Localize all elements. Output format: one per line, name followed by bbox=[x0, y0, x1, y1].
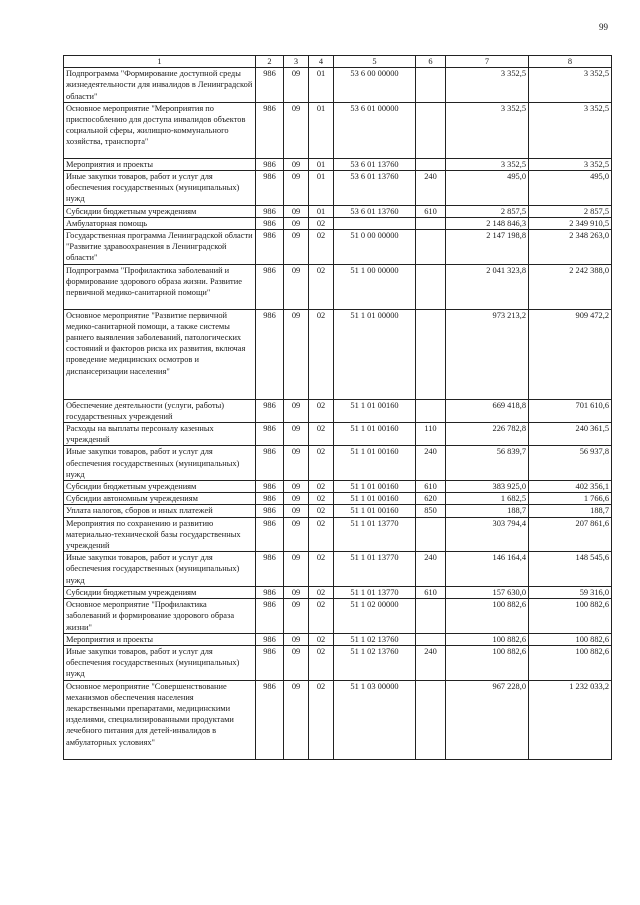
cell-amount-col8: 2 348 263,0 bbox=[529, 230, 612, 265]
table-row bbox=[64, 399, 612, 422]
cell-expense-type: 240 bbox=[416, 645, 446, 680]
cell-section: 09 bbox=[284, 158, 309, 170]
cell-amount-col8: 59 316,0 bbox=[529, 586, 612, 598]
cell-expense-type: 620 bbox=[416, 493, 446, 505]
cell-expense-type: 240 bbox=[416, 171, 446, 206]
table-row bbox=[64, 68, 612, 103]
cell-target-article: 51 1 03 00000 bbox=[334, 680, 416, 759]
cell-amount-col7: 100 882,6 bbox=[446, 633, 529, 645]
cell-subsection: 02 bbox=[309, 217, 334, 229]
cell-admin: 986 bbox=[256, 586, 284, 598]
cell-section: 09 bbox=[284, 517, 309, 552]
cell-expense-type: 110 bbox=[416, 423, 446, 446]
cell-admin: 986 bbox=[256, 680, 284, 759]
cell-name: Субсидии автономным учреждениям bbox=[64, 493, 256, 505]
cell-admin: 986 bbox=[256, 171, 284, 206]
cell-expense-type: 240 bbox=[416, 446, 446, 481]
cell-section: 09 bbox=[284, 423, 309, 446]
cell-target-article: 51 1 01 00000 bbox=[334, 309, 416, 399]
cell-subsection: 02 bbox=[309, 586, 334, 598]
cell-section: 09 bbox=[284, 481, 309, 493]
column-header: 3 bbox=[284, 56, 309, 68]
cell-section: 09 bbox=[284, 505, 309, 517]
table-row bbox=[64, 205, 612, 217]
cell-subsection: 02 bbox=[309, 493, 334, 505]
table-row bbox=[64, 680, 612, 759]
cell-name: Обеспечение деятельности (услуги, работы) государственных учреждений bbox=[64, 399, 256, 422]
table-row bbox=[64, 481, 612, 493]
cell-admin: 986 bbox=[256, 309, 284, 399]
cell-name: Иные закупки товаров, работ и услуг для обеспечения государственных (муниципальных) нужд bbox=[64, 171, 256, 206]
cell-amount-col8: 148 545,6 bbox=[529, 552, 612, 587]
column-header: 4 bbox=[309, 56, 334, 68]
cell-amount-col8: 100 882,6 bbox=[529, 599, 612, 634]
table-row bbox=[64, 517, 612, 552]
table-row bbox=[64, 493, 612, 505]
cell-name: Субсидии бюджетным учреждениям bbox=[64, 481, 256, 493]
column-header: 7 bbox=[446, 56, 529, 68]
cell-expense-type bbox=[416, 399, 446, 422]
cell-amount-col7: 2 147 198,8 bbox=[446, 230, 529, 265]
table-row bbox=[64, 230, 612, 265]
cell-name: Государственная программа Ленинградской области "Развитие здравоохранения в Ленинградской области" bbox=[64, 230, 256, 265]
cell-subsection: 02 bbox=[309, 505, 334, 517]
cell-name: Основное мероприятие "Профилактика заболеваний и формирование здорового образа жизни" bbox=[64, 599, 256, 634]
cell-name: Расходы на выплаты персоналу казенных учреждений bbox=[64, 423, 256, 446]
cell-name: Уплата налогов, сборов и иных платежей bbox=[64, 505, 256, 517]
cell-admin: 986 bbox=[256, 552, 284, 587]
table-header-row bbox=[64, 56, 612, 68]
cell-expense-type bbox=[416, 517, 446, 552]
cell-amount-col7: 3 352,5 bbox=[446, 102, 529, 158]
cell-admin: 986 bbox=[256, 68, 284, 103]
cell-amount-col7: 495,0 bbox=[446, 171, 529, 206]
cell-expense-type: 610 bbox=[416, 481, 446, 493]
cell-subsection: 02 bbox=[309, 423, 334, 446]
table-row bbox=[64, 309, 612, 399]
cell-subsection: 02 bbox=[309, 446, 334, 481]
cell-amount-col7: 100 882,6 bbox=[446, 645, 529, 680]
cell-name: Иные закупки товаров, работ и услуг для обеспечения государственных (муниципальных) нужд bbox=[64, 446, 256, 481]
cell-target-article: 53 6 01 13760 bbox=[334, 171, 416, 206]
cell-name: Основное мероприятие "Совершенствование механизмов обеспечения населения лекарственными препаратами, медицинскими изделиями, специализированными продуктами лечебного питания для детей-инвалидов в амбулаторных условиях" bbox=[64, 680, 256, 759]
cell-name: Субсидии бюджетным учреждениям bbox=[64, 205, 256, 217]
cell-amount-col7: 146 164,4 bbox=[446, 552, 529, 587]
cell-subsection: 01 bbox=[309, 158, 334, 170]
cell-target-article: 53 6 01 13760 bbox=[334, 205, 416, 217]
table-row bbox=[64, 446, 612, 481]
cell-section: 09 bbox=[284, 309, 309, 399]
cell-subsection: 01 bbox=[309, 102, 334, 158]
cell-admin: 986 bbox=[256, 423, 284, 446]
cell-target-article: 51 1 00 00000 bbox=[334, 264, 416, 309]
cell-target-article: 51 1 01 13770 bbox=[334, 552, 416, 587]
cell-amount-col7: 3 352,5 bbox=[446, 68, 529, 103]
cell-amount-col8: 100 882,6 bbox=[529, 645, 612, 680]
cell-amount-col8: 2 349 910,5 bbox=[529, 217, 612, 229]
table-row bbox=[64, 505, 612, 517]
cell-subsection: 02 bbox=[309, 264, 334, 309]
cell-target-article: 51 1 02 13760 bbox=[334, 633, 416, 645]
cell-name: Мероприятия и проекты bbox=[64, 633, 256, 645]
cell-amount-col7: 3 352,5 bbox=[446, 158, 529, 170]
cell-amount-col8: 909 472,2 bbox=[529, 309, 612, 399]
cell-admin: 986 bbox=[256, 399, 284, 422]
cell-target-article: 51 1 01 00160 bbox=[334, 399, 416, 422]
cell-section: 09 bbox=[284, 586, 309, 598]
cell-amount-col8: 2 242 388,0 bbox=[529, 264, 612, 309]
cell-section: 09 bbox=[284, 230, 309, 265]
cell-section: 09 bbox=[284, 399, 309, 422]
cell-name: Подпрограмма "Формирование доступной среды жизнедеятельности для инвалидов в Ленинградской области" bbox=[64, 68, 256, 103]
cell-subsection: 02 bbox=[309, 309, 334, 399]
cell-expense-type bbox=[416, 158, 446, 170]
cell-amount-col8: 207 861,6 bbox=[529, 517, 612, 552]
cell-amount-col7: 2 857,5 bbox=[446, 205, 529, 217]
cell-admin: 986 bbox=[256, 264, 284, 309]
cell-admin: 986 bbox=[256, 517, 284, 552]
cell-subsection: 02 bbox=[309, 399, 334, 422]
column-header: 6 bbox=[416, 56, 446, 68]
cell-target-article: 51 1 01 00160 bbox=[334, 493, 416, 505]
cell-amount-col7: 188,7 bbox=[446, 505, 529, 517]
cell-expense-type: 850 bbox=[416, 505, 446, 517]
cell-expense-type bbox=[416, 309, 446, 399]
cell-admin: 986 bbox=[256, 446, 284, 481]
cell-target-article: 53 6 01 13760 bbox=[334, 158, 416, 170]
cell-amount-col7: 669 418,8 bbox=[446, 399, 529, 422]
cell-name: Иные закупки товаров, работ и услуг для обеспечения государственных (муниципальных) нужд bbox=[64, 552, 256, 587]
cell-name: Мероприятия и проекты bbox=[64, 158, 256, 170]
table-row bbox=[64, 552, 612, 587]
cell-amount-col7: 157 630,0 bbox=[446, 586, 529, 598]
cell-section: 09 bbox=[284, 102, 309, 158]
cell-subsection: 01 bbox=[309, 205, 334, 217]
cell-expense-type bbox=[416, 230, 446, 265]
cell-section: 09 bbox=[284, 552, 309, 587]
cell-amount-col8: 3 352,5 bbox=[529, 102, 612, 158]
cell-section: 09 bbox=[284, 645, 309, 680]
table-row bbox=[64, 158, 612, 170]
cell-expense-type bbox=[416, 680, 446, 759]
cell-admin: 986 bbox=[256, 205, 284, 217]
cell-admin: 986 bbox=[256, 645, 284, 680]
cell-subsection: 01 bbox=[309, 171, 334, 206]
cell-subsection: 02 bbox=[309, 517, 334, 552]
cell-section: 09 bbox=[284, 264, 309, 309]
cell-amount-col8: 100 882,6 bbox=[529, 633, 612, 645]
cell-section: 09 bbox=[284, 599, 309, 634]
cell-name: Амбулаторная помощь bbox=[64, 217, 256, 229]
cell-target-article: 51 1 01 13770 bbox=[334, 517, 416, 552]
cell-subsection: 02 bbox=[309, 680, 334, 759]
column-header: 5 bbox=[334, 56, 416, 68]
cell-expense-type bbox=[416, 217, 446, 229]
cell-admin: 986 bbox=[256, 102, 284, 158]
cell-subsection: 02 bbox=[309, 633, 334, 645]
cell-amount-col8: 3 352,5 bbox=[529, 68, 612, 103]
cell-admin: 986 bbox=[256, 217, 284, 229]
cell-amount-col8: 2 857,5 bbox=[529, 205, 612, 217]
cell-section: 09 bbox=[284, 680, 309, 759]
cell-amount-col7: 973 213,2 bbox=[446, 309, 529, 399]
cell-admin: 986 bbox=[256, 481, 284, 493]
cell-amount-col8: 1 232 033,2 bbox=[529, 680, 612, 759]
cell-amount-col7: 967 228,0 bbox=[446, 680, 529, 759]
cell-target-article: 51 1 02 00000 bbox=[334, 599, 416, 634]
cell-target-article: 51 1 01 00160 bbox=[334, 423, 416, 446]
cell-amount-col8: 188,7 bbox=[529, 505, 612, 517]
cell-target-article: 53 6 00 00000 bbox=[334, 68, 416, 103]
table-row bbox=[64, 586, 612, 598]
table-row bbox=[64, 102, 612, 158]
cell-amount-col7: 383 925,0 bbox=[446, 481, 529, 493]
column-header: 2 bbox=[256, 56, 284, 68]
cell-subsection: 02 bbox=[309, 552, 334, 587]
table-row bbox=[64, 264, 612, 309]
cell-subsection: 01 bbox=[309, 68, 334, 103]
cell-expense-type bbox=[416, 599, 446, 634]
cell-expense-type bbox=[416, 102, 446, 158]
cell-section: 09 bbox=[284, 493, 309, 505]
table-row bbox=[64, 633, 612, 645]
cell-target-article: 51 1 01 00160 bbox=[334, 446, 416, 481]
cell-amount-col8: 402 356,1 bbox=[529, 481, 612, 493]
cell-admin: 986 bbox=[256, 493, 284, 505]
cell-amount-col7: 2 148 846,3 bbox=[446, 217, 529, 229]
cell-section: 09 bbox=[284, 68, 309, 103]
cell-subsection: 02 bbox=[309, 481, 334, 493]
cell-section: 09 bbox=[284, 633, 309, 645]
cell-name: Основное мероприятие "Развитие первичной медико-санитарной помощи, а также системы раннего выявления заболеваний, патологических состояний и факторов риска их развития, включая проведение медицинских осмотров и диспансеризации населения" bbox=[64, 309, 256, 399]
cell-section: 09 bbox=[284, 171, 309, 206]
budget-table bbox=[63, 55, 612, 760]
cell-amount-col7: 226 782,8 bbox=[446, 423, 529, 446]
cell-expense-type bbox=[416, 264, 446, 309]
cell-expense-type: 240 bbox=[416, 552, 446, 587]
cell-amount-col7: 100 882,6 bbox=[446, 599, 529, 634]
cell-amount-col8: 3 352,5 bbox=[529, 158, 612, 170]
table-row bbox=[64, 423, 612, 446]
table-row bbox=[64, 645, 612, 680]
cell-target-article: 53 6 01 00000 bbox=[334, 102, 416, 158]
page-number: 99 bbox=[599, 22, 608, 32]
cell-target-article: 51 1 01 13770 bbox=[334, 586, 416, 598]
cell-name: Субсидии бюджетным учреждениям bbox=[64, 586, 256, 598]
cell-amount-col8: 1 766,6 bbox=[529, 493, 612, 505]
cell-expense-type: 610 bbox=[416, 586, 446, 598]
table-row bbox=[64, 171, 612, 206]
cell-admin: 986 bbox=[256, 599, 284, 634]
cell-target-article: 51 1 02 13760 bbox=[334, 645, 416, 680]
cell-name: Иные закупки товаров, работ и услуг для обеспечения государственных (муниципальных) нужд bbox=[64, 645, 256, 680]
cell-amount-col7: 2 041 323,8 bbox=[446, 264, 529, 309]
column-header: 1 bbox=[64, 56, 256, 68]
cell-admin: 986 bbox=[256, 633, 284, 645]
cell-amount-col7: 56 839,7 bbox=[446, 446, 529, 481]
table-body bbox=[64, 56, 612, 760]
cell-subsection: 02 bbox=[309, 645, 334, 680]
cell-admin: 986 bbox=[256, 505, 284, 517]
table-row bbox=[64, 599, 612, 634]
cell-subsection: 02 bbox=[309, 230, 334, 265]
cell-section: 09 bbox=[284, 205, 309, 217]
cell-amount-col8: 701 610,6 bbox=[529, 399, 612, 422]
column-header: 8 bbox=[529, 56, 612, 68]
cell-name: Подпрограмма "Профилактика заболеваний и формирование здорового образа жизни. Развитие первичной медико-санитарной помощи" bbox=[64, 264, 256, 309]
cell-target-article bbox=[334, 217, 416, 229]
cell-section: 09 bbox=[284, 446, 309, 481]
cell-expense-type: 610 bbox=[416, 205, 446, 217]
cell-name: Мероприятия по сохранению и развитию материально-технической базы государственных учреждений bbox=[64, 517, 256, 552]
cell-subsection: 02 bbox=[309, 599, 334, 634]
cell-amount-col8: 495,0 bbox=[529, 171, 612, 206]
table-row bbox=[64, 217, 612, 229]
cell-admin: 986 bbox=[256, 158, 284, 170]
cell-target-article: 51 1 01 00160 bbox=[334, 481, 416, 493]
cell-section: 09 bbox=[284, 217, 309, 229]
cell-expense-type bbox=[416, 633, 446, 645]
cell-amount-col8: 56 937,8 bbox=[529, 446, 612, 481]
cell-target-article: 51 1 01 00160 bbox=[334, 505, 416, 517]
cell-expense-type bbox=[416, 68, 446, 103]
cell-name: Основное мероприятие "Мероприятия по приспособлению для доступа инвалидов объектов социальной сферы, жилищно-коммунального хозяйства, транспорта" bbox=[64, 102, 256, 158]
cell-amount-col7: 1 682,5 bbox=[446, 493, 529, 505]
cell-target-article: 51 0 00 00000 bbox=[334, 230, 416, 265]
cell-amount-col8: 240 361,5 bbox=[529, 423, 612, 446]
cell-amount-col7: 303 794,4 bbox=[446, 517, 529, 552]
cell-admin: 986 bbox=[256, 230, 284, 265]
